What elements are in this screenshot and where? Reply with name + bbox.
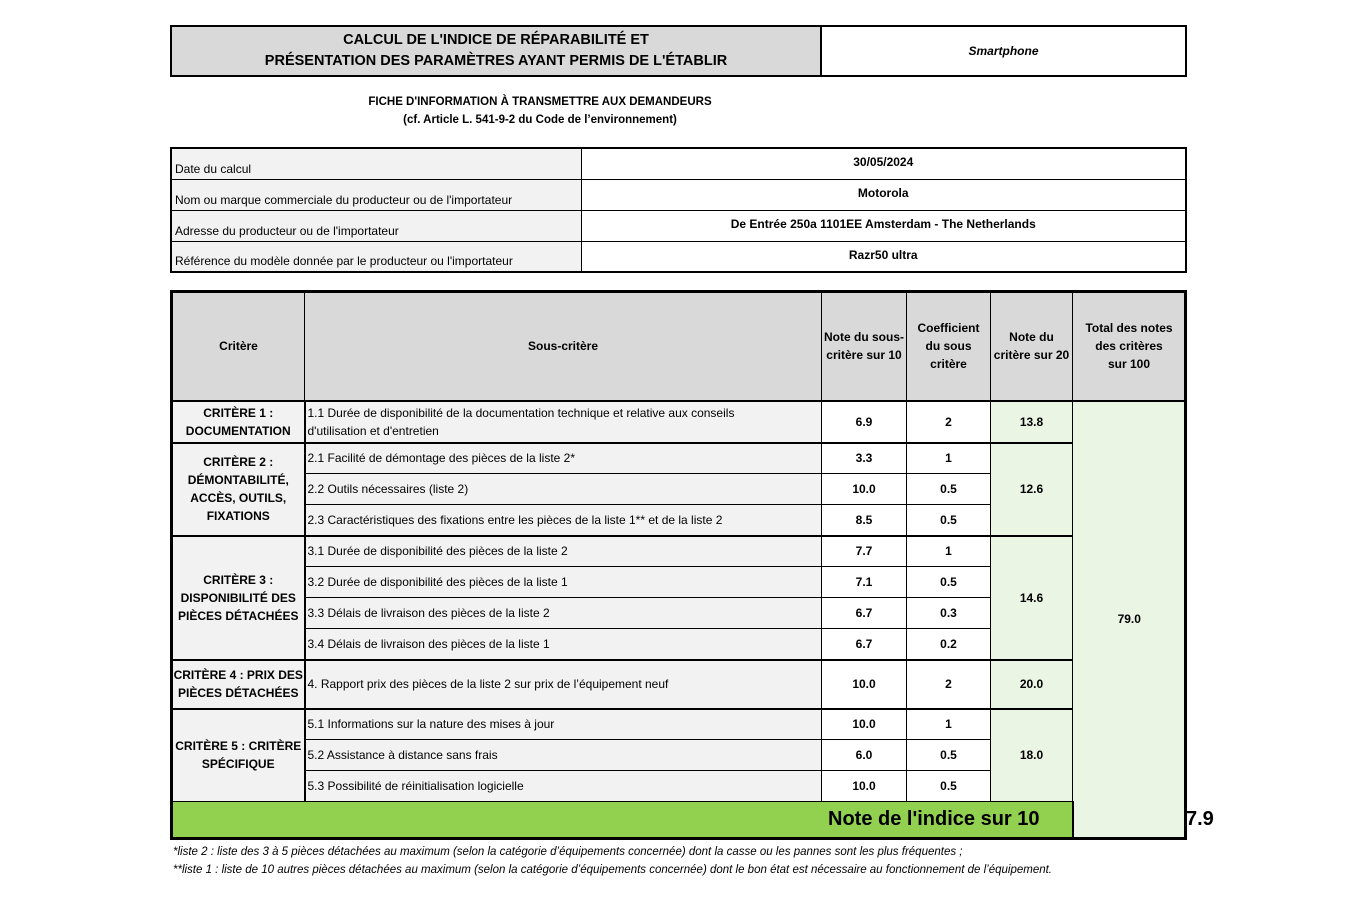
subcriterion-label: 2.3 Caractéristiques des fixations entre les pièces de la liste 1** et de la liste 2 (305, 505, 822, 536)
info-label: Date du calcul (171, 148, 581, 179)
table-row (172, 660, 1186, 709)
header-coefficient: Coefficient du sous critère (907, 292, 991, 401)
total-score: 79.0 (1073, 401, 1186, 839)
info-value: Motorola (581, 179, 1186, 210)
subcriterion-label: 3.3 Délais de livraison des pièces de la liste 2 (305, 598, 822, 629)
fiche-line-2: (cf. Article L. 541-9-2 du Code de l’environnement) (403, 114, 677, 126)
subcriterion-coef: 0.5 (907, 474, 991, 505)
footnotes (173, 843, 1052, 879)
info-row (171, 179, 1186, 210)
criterion-4-name: CRITÈRE 4 : PRIX DES PIÈCES DÉTACHÉES (172, 660, 305, 709)
info-label: Adresse du producteur ou de l'importateur (171, 210, 581, 241)
subcriterion-label: 2.1 Facilité de démontage des pièces de la liste 2* (305, 443, 822, 474)
info-value: De Entrée 250a 1101EE Amsterdam - The Netherlands (581, 210, 1186, 241)
subcriterion-label: 3.2 Durée de disponibilité des pièces de la liste 1 (305, 567, 822, 598)
subcriterion-coef: 0.3 (907, 598, 991, 629)
subcriterion-note: 10.0 (822, 474, 907, 505)
subcriterion-label: 5.2 Assistance à distance sans frais (305, 740, 822, 771)
subcriterion-label: 3.1 Durée de disponibilité des pièces de la liste 2 (305, 536, 822, 567)
subcriterion-note: 6.7 (822, 629, 907, 660)
subcriterion-coef: 1 (907, 536, 991, 567)
table-row (172, 401, 1186, 443)
header-sous-critere: Sous-critère (305, 292, 822, 401)
subcriterion-label: 3.4 Délais de livraison des pièces de la liste 1 (305, 629, 822, 660)
subcriterion-coef: 0.2 (907, 629, 991, 660)
info-row (171, 210, 1186, 241)
title-line-1: CALCUL DE L'INDICE DE RÉPARABILITÉ ET (343, 32, 649, 48)
info-label: Référence du modèle donnée par le producteur ou l'importateur (171, 241, 581, 272)
footnote-liste-1: **liste 1 : liste de 10 autres pièces détachées au maximum (selon la catégorie d’équipements concernée) dont le bon état est nécessaire au fonctionnement de l’équipement. (173, 864, 1052, 876)
criterion-1-name: CRITÈRE 1 : DOCUMENTATION (172, 401, 305, 443)
fiche-subtitle (170, 93, 910, 129)
subcriterion-coef: 0.5 (907, 567, 991, 598)
criterion-4-score: 20.0 (991, 660, 1073, 709)
subcriterion-note: 8.5 (822, 505, 907, 536)
subcriterion-note: 10.0 (822, 709, 907, 740)
criterion-5-name: CRITÈRE 5 : CRITÈRE SPÉCIFIQUE (172, 709, 305, 802)
header-note-sous-critere: Note du sous- critère sur 10 (822, 292, 907, 401)
criterion-2-name: CRITÈRE 2 : DÉMONTABILITÉ, ACCÈS, OUTILS, FIXATIONS (172, 443, 305, 536)
title-line-2: PRÉSENTATION DES PARAMÈTRES AYANT PERMIS DE L'ÉTABLIR (264, 53, 728, 69)
subcriterion-coef: 0.5 (907, 505, 991, 536)
criterion-3-score: 14.6 (991, 536, 1073, 660)
subcriterion-label: 2.2 Outils nécessaires (liste 2) (305, 474, 822, 505)
info-row (171, 148, 1186, 179)
info-value: Razr50 ultra (581, 241, 1186, 272)
product-type: Smartphone (968, 44, 1039, 58)
info-value: 30/05/2024 (581, 148, 1186, 179)
subcriterion-label: 4. Rapport prix des pièces de la liste 2 sur prix de l’équipement neuf (305, 660, 822, 709)
subcriterion-label: 1.1 Durée de disponibilité de la documentation technique et relative aux conseils d'utilisation et d'entretien (305, 401, 822, 443)
subcriterion-note: 6.7 (822, 598, 907, 629)
subcriterion-note: 10.0 (822, 771, 907, 802)
subcriterion-note: 6.0 (822, 740, 907, 771)
subcriterion-coef: 1 (907, 709, 991, 740)
subcriterion-note: 10.0 (822, 660, 907, 709)
subcriterion-label: 5.1 Informations sur la nature des mises à jour (305, 709, 822, 740)
subcriterion-note: 6.9 (822, 401, 907, 443)
table-header-row (172, 292, 1186, 401)
table-row (172, 536, 1186, 567)
subcriterion-coef: 0.5 (907, 771, 991, 802)
header-note-critere: Note du critère sur 20 (991, 292, 1073, 401)
index-footer-row: Note de l'indice sur 10 7.9 (172, 802, 1186, 839)
subcriterion-coef: 2 (907, 660, 991, 709)
info-row (171, 241, 1186, 272)
subcriterion-coef: 1 (907, 443, 991, 474)
criterion-2-score: 12.6 (991, 443, 1073, 536)
table-row (172, 443, 1186, 474)
subcriterion-coef: 2 (907, 401, 991, 443)
criterion-3-name: CRITÈRE 3 : DISPONIBILITÉ DES PIÈCES DÉTACHÉES (172, 536, 305, 660)
document-header (170, 25, 1187, 77)
subcriterion-label: 5.3 Possibilité de réinitialisation logicielle (305, 771, 822, 802)
subcriterion-coef: 0.5 (907, 740, 991, 771)
table-row (172, 709, 1186, 740)
repairability-table (170, 290, 1214, 840)
subcriterion-note: 7.1 (822, 567, 907, 598)
document-title (172, 27, 822, 75)
index-label: Note de l'indice sur 10 (172, 802, 1073, 839)
product-info-table (170, 147, 1187, 273)
header-critere: Critère (172, 292, 305, 401)
subcriterion-note: 3.3 (822, 443, 907, 474)
criterion-5-score: 18.0 (991, 709, 1073, 802)
criterion-1-score: 13.8 (991, 401, 1073, 443)
footnote-liste-2: *liste 2 : liste des 3 à 5 pièces détachées au maximum (selon la catégorie d’équipements concernée) dont la casse ou les pannes sont les plus fréquentes ; (173, 846, 963, 858)
subcriterion-note: 7.7 (822, 536, 907, 567)
header-total: Total des notes des critères sur 100 (1073, 292, 1186, 401)
fiche-line-1: FICHE D'INFORMATION À TRANSMETTRE AUX DEMANDEURS (368, 96, 712, 108)
info-label: Nom ou marque commerciale du producteur ou de l'importateur (171, 179, 581, 210)
